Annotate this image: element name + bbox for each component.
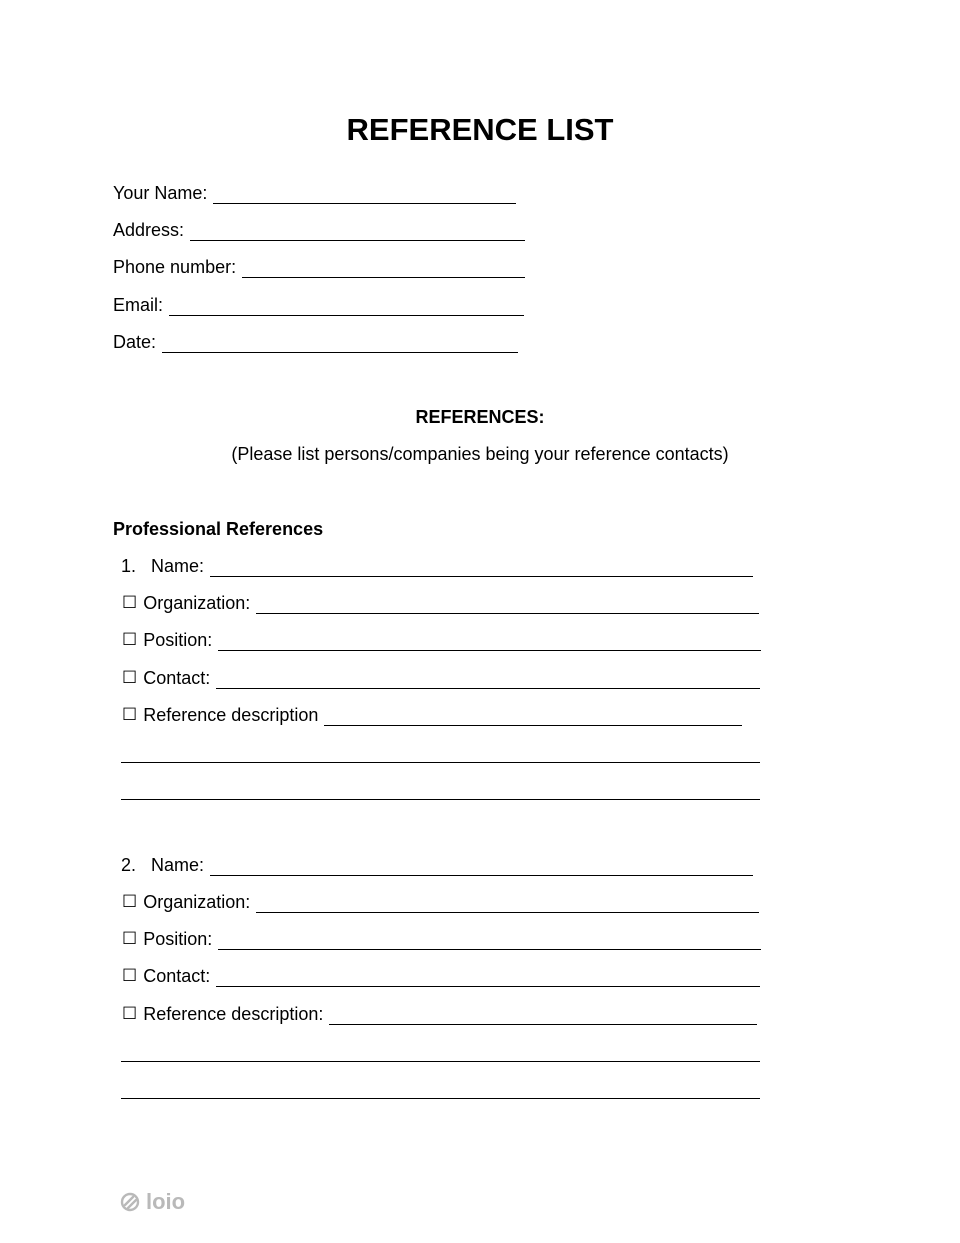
reference-1-contact-line[interactable] — [216, 671, 760, 689]
reference-1-name-field[interactable] — [121, 555, 753, 577]
reference-2-contact-label: Contact: — [143, 966, 211, 986]
reference-2-name-line[interactable] — [210, 858, 753, 876]
reference-2-position-label: Position: — [143, 929, 213, 949]
reference-1-organization-line[interactable] — [256, 596, 759, 614]
address-label: Address: — [113, 220, 185, 240]
your-name-field[interactable] — [113, 182, 516, 204]
reference-2-organization-label: Organization: — [143, 892, 251, 912]
phone-number-label: Phone number: — [113, 257, 237, 277]
phone-number-line[interactable] — [242, 260, 525, 278]
reference-1-description-label: Reference description — [143, 705, 319, 725]
reference-2-organization-line[interactable] — [256, 895, 759, 913]
loio-logo-icon — [120, 1192, 140, 1212]
reference-2-description-line-3[interactable] — [121, 1098, 760, 1099]
reference-1-description-line-2[interactable] — [121, 762, 760, 763]
date-label: Date: — [113, 332, 157, 352]
reference-1-organization-field[interactable] — [122, 592, 759, 614]
reference-2-description-field[interactable] — [122, 1003, 757, 1025]
reference-2-name-label: Name: — [151, 855, 205, 875]
reference-1-position-label: Position: — [143, 630, 213, 650]
checkbox-icon[interactable]: ☐ — [122, 630, 138, 650]
document-title: REFERENCE LIST — [346, 112, 614, 147]
reference-1-position-line[interactable] — [218, 633, 761, 651]
reference-2-description-line[interactable] — [329, 1007, 757, 1025]
reference-2-contact-line[interactable] — [216, 969, 760, 987]
checkbox-icon[interactable]: ☐ — [122, 1004, 138, 1024]
reference-2-number: 2. — [121, 855, 137, 875]
phone-number-field[interactable] — [113, 256, 525, 278]
reference-2-position-line[interactable] — [218, 932, 761, 950]
reference-2-description-label: Reference description: — [143, 1004, 324, 1024]
email-line[interactable] — [169, 298, 524, 316]
your-name-label: Your Name: — [113, 183, 208, 203]
reference-2-position-field[interactable] — [122, 928, 761, 950]
checkbox-icon[interactable]: ☐ — [122, 892, 138, 912]
reference-1-position-field[interactable] — [122, 629, 761, 651]
reference-1-number: 1. — [121, 556, 137, 576]
reference-1-name-label: Name: — [151, 556, 205, 576]
reference-1-name-line[interactable] — [210, 559, 753, 577]
references-heading: REFERENCES: — [415, 407, 545, 427]
professional-references-heading: Professional References — [113, 519, 324, 539]
reference-2-description-line-2[interactable] — [121, 1061, 760, 1062]
email-field[interactable] — [113, 294, 524, 316]
checkbox-icon[interactable]: ☐ — [122, 668, 138, 688]
loio-logo — [120, 1189, 185, 1215]
loio-logo-text: loio — [146, 1189, 186, 1214]
reference-1-contact-field[interactable] — [122, 667, 760, 689]
reference-1-description-line-3[interactable] — [121, 799, 760, 800]
checkbox-icon[interactable]: ☐ — [122, 966, 138, 986]
checkbox-icon[interactable]: ☐ — [122, 705, 138, 725]
address-field[interactable] — [113, 219, 525, 241]
date-line[interactable] — [162, 335, 518, 353]
reference-1-description-field[interactable] — [122, 704, 742, 726]
email-label: Email: — [113, 295, 164, 315]
reference-2-name-field[interactable] — [121, 854, 753, 876]
date-field[interactable] — [113, 331, 518, 353]
references-instruction: (Please list persons/companies being your reference contacts) — [231, 444, 729, 464]
reference-1-organization-label: Organization: — [143, 593, 251, 613]
reference-1-contact-label: Contact: — [143, 668, 211, 688]
checkbox-icon[interactable]: ☐ — [122, 593, 138, 613]
reference-2-contact-field[interactable] — [122, 965, 760, 987]
checkbox-icon[interactable]: ☐ — [122, 929, 138, 949]
reference-1-description-line[interactable] — [324, 708, 742, 726]
reference-2-organization-field[interactable] — [122, 891, 759, 913]
your-name-line[interactable] — [213, 186, 516, 204]
address-line[interactable] — [190, 223, 525, 241]
